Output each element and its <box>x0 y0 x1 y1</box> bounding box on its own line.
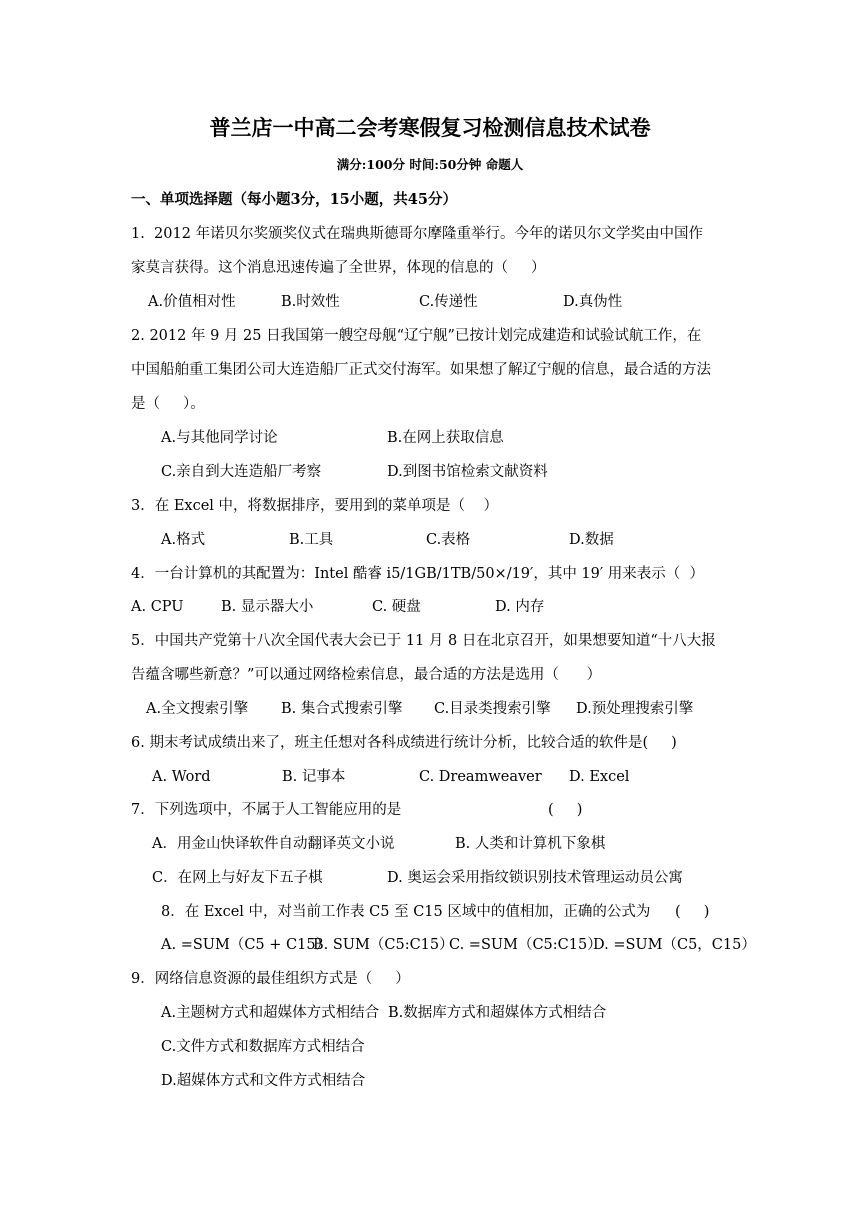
question-2-option-d: D.到图书馆检索文献资料 <box>387 464 548 480</box>
question-1-option-b: B.时效性 <box>281 294 340 310</box>
question-1-option-d: D.真伪性 <box>563 294 623 310</box>
question-8-option-c: C. =SUM（C5:C15） <box>449 937 602 953</box>
question-8-option-b: B. SUM（C5:C15） <box>313 937 454 953</box>
question-3-option-d: D.数据 <box>569 532 614 548</box>
question-7-option-c: C．在网上与好友下五子棋 <box>152 870 323 886</box>
exam-subtitle: 满分:100分 时间:50分钟 命题人 <box>336 157 524 172</box>
question-6-line-1: 6. 期末考试成绩出来了，班主任想对各科成绩进行统计分析，比较合适的软件是( ) <box>131 735 677 751</box>
question-2-option-c: C.亲自到大连造船厂考察 <box>161 464 322 480</box>
question-5-option-b: B. 集合式搜索引擎 <box>281 701 403 717</box>
question-5-option-d: D.预处理搜索引擎 <box>576 701 694 717</box>
question-5-line-1: 5．中国共产党第十八次全国代表大会已于 11 月 8 日在北京召开，如果想要知道“十八大报 <box>131 633 716 649</box>
question-8-line-1: 8．在 Excel 中，对当前工作表 C5 至 C15 区域中的值相加，正确的公式为 <box>161 904 651 920</box>
question-6-option-b: B. 记事本 <box>282 769 346 785</box>
question-3-option-b: B.工具 <box>289 532 334 548</box>
question-4-option-a: A. CPU <box>131 599 184 615</box>
question-9-option-c: C.文件方式和数据库方式相结合 <box>161 1039 365 1055</box>
question-3-line-1: 3．在 Excel 中，将数据排序，要用到的菜单项是（ ） <box>131 498 498 514</box>
question-9-option-b: B.数据库方式和超媒体方式相结合 <box>388 1005 607 1021</box>
question-3-option-a: A.格式 <box>161 532 206 548</box>
question-2-line-2: 中国船舶重工集团公司大连造船厂正式交付海军。如果想了解辽宁舰的信息，最合适的方法 <box>131 362 711 378</box>
question-6-option-d: D. Excel <box>569 769 630 785</box>
question-1-option-a: A.价值相对性 <box>148 294 236 310</box>
question-1-line-1: 1. 2012 年诺贝尔奖颁奖仪式在瑞典斯德哥尔摩隆重举行。今年的诺贝尔文学奖由中国作 <box>131 226 704 242</box>
question-2-line-3: 是（ ）。 <box>131 396 205 412</box>
question-4-line-1: 4．一台计算机的其配置为：Intel 酷睿 i5/1GB/1TB/50×/19′，其中 19′ 用来表示（ ） <box>131 566 704 582</box>
question-1-option-c: C.传递性 <box>419 294 478 310</box>
question-9-option-d: D.超媒体方式和文件方式相结合 <box>161 1073 366 1089</box>
question-7-option-a: A．用金山快译软件自动翻译英文小说 <box>152 836 395 852</box>
question-4-option-b: B. 显示器大小 <box>221 599 314 615</box>
question-1-line-2: 家莫言获得。这个消息迅速传遍了全世界，体现的信息的（ ） <box>131 260 546 276</box>
question-4-option-c: C. 硬盘 <box>372 599 421 615</box>
question-7-line-1: 7．下列选项中，不属于人工智能应用的是 <box>131 802 402 818</box>
question-2-option-b: B.在网上获取信息 <box>387 430 504 446</box>
question-7-answer-paren: ( ) <box>548 802 583 818</box>
question-7-option-b: B. 人类和计算机下象棋 <box>455 836 606 852</box>
question-8-option-a: A. =SUM（C5 + C15） <box>161 937 331 953</box>
question-5-option-a: A.全文搜索引擎 <box>146 701 249 717</box>
question-3-option-c: C.表格 <box>426 532 471 548</box>
question-5-option-c: C.目录类搜索引擎 <box>434 701 551 717</box>
question-8-answer-paren: ( ) <box>675 904 710 920</box>
question-8-option-d: D. =SUM（C5，C15） <box>593 937 756 953</box>
question-2-option-a: A.与其他同学讨论 <box>161 430 278 446</box>
question-2-line-1: 2. 2012 年 9 月 25 日我国第一艘空母舰“辽宁舰”已按计划完成建造和试验试航工作，在 <box>131 328 702 344</box>
question-6-option-c: C. Dreamweaver <box>419 769 542 785</box>
question-5-line-2: 告蕴含哪些新意？”可以通过网络检索信息，最合适的方法是选用（ ） <box>131 667 602 683</box>
exam-title: 普兰店一中高二会考寒假复习检测信息技术试卷 <box>209 115 651 140</box>
question-4-option-d: D. 内存 <box>495 599 545 615</box>
section-heading: 一、单项选择题（每小题3分，15小题，共45分） <box>131 191 457 208</box>
question-9-line-1: 9．网络信息资源的最佳组织方式是（ ） <box>131 971 410 987</box>
question-9-option-a: A.主题树方式和超媒体方式相结合 <box>161 1005 380 1021</box>
question-7-option-d: D. 奥运会采用指纹锁识别技术管理运动员公寓 <box>387 870 683 886</box>
question-6-option-a: A. Word <box>152 769 211 785</box>
